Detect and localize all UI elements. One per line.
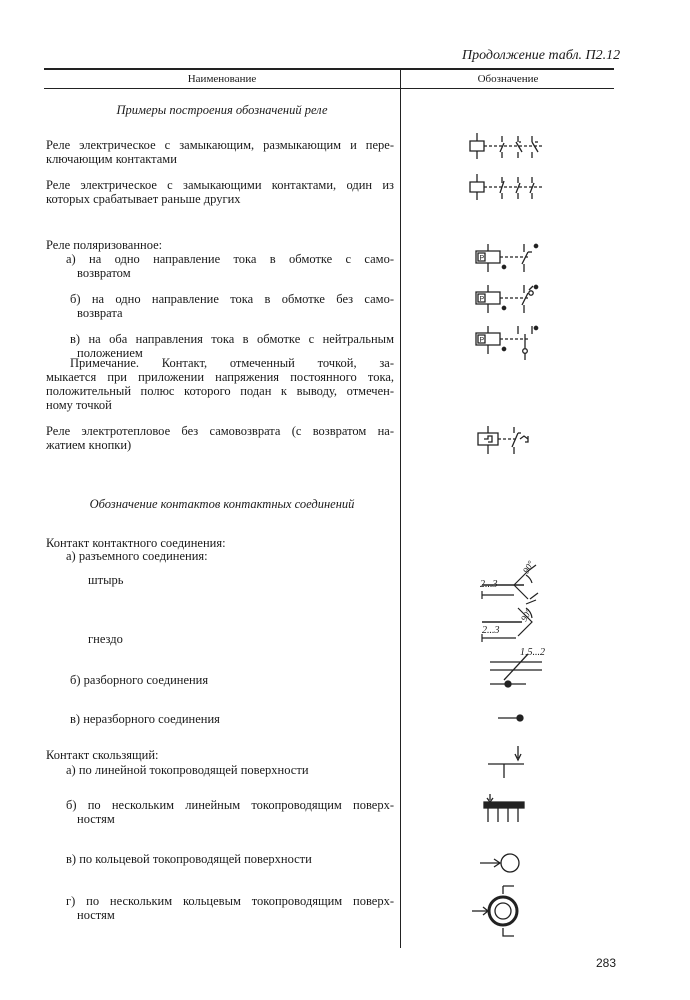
note-line4: ному точкой bbox=[46, 398, 112, 412]
relay-2-line1: Реле электрическое с замыкающими контактами, один из bbox=[46, 178, 394, 192]
socket-length-label: 2...3 bbox=[482, 625, 500, 636]
note-line3: положительный полюс которого подан к выводу, отмечен- bbox=[46, 384, 394, 398]
relay-mixed-contacts-symbol bbox=[466, 130, 546, 164]
polarized-a-line1: а) на одно направление тока в обмотке с само- bbox=[66, 252, 394, 266]
svg-text:P: P bbox=[479, 337, 485, 344]
thermal-relay-symbol bbox=[474, 424, 544, 456]
contact-socket: гнездо bbox=[88, 632, 123, 646]
sliding-c: в) по кольцевой токопроводящей поверхности bbox=[66, 852, 312, 866]
header-symbol-col: Обозначение bbox=[477, 73, 539, 85]
permanent-contact-symbol bbox=[496, 712, 526, 724]
section-title-contacts: Обозначение контактов контактных соединений bbox=[89, 497, 355, 511]
polarized-relay-b-symbol bbox=[470, 281, 550, 317]
polarized-relay-c-symbol bbox=[470, 322, 550, 362]
sliding-ring-symbol bbox=[478, 848, 528, 878]
sliding-a: а) по линейной токопроводящей поверхности bbox=[66, 763, 309, 777]
polarized-a-line2: возвратом bbox=[77, 266, 131, 280]
header-rule bbox=[44, 88, 614, 89]
bolted-contact-symbol bbox=[486, 650, 546, 695]
section-title-relays: Примеры построения обозначений реле bbox=[116, 103, 328, 117]
polarized-title: Реле поляризованное: bbox=[46, 238, 163, 252]
contact-pin: штырь bbox=[88, 573, 124, 587]
pin-length-label: 2...3 bbox=[480, 579, 498, 590]
polarized-b-line2: возврата bbox=[77, 306, 123, 320]
header-name-col: Наименование bbox=[187, 73, 257, 85]
relay-1-line1: Реле электрическое с замыкающим, размыкающим и пере- bbox=[46, 138, 394, 152]
table-top-rule bbox=[44, 68, 614, 70]
svg-text:P: P bbox=[479, 255, 485, 262]
sliding-linear-symbol bbox=[484, 744, 534, 780]
contact-b: б) разборного соединения bbox=[70, 673, 209, 687]
thermal-line1: Реле электротепловое без самовозврата (с возвратом на- bbox=[46, 424, 394, 438]
sliding-d-line2: ностям bbox=[77, 908, 115, 922]
note-line2: мыкается при приложении напряжения постоянного тока, bbox=[46, 370, 394, 384]
sliding-multi-ring-symbol bbox=[470, 882, 530, 940]
sliding-d-line1: г) по нескольким кольцевым токопроводящим поверх- bbox=[66, 894, 394, 908]
contact-a: а) разъемного соединения: bbox=[66, 549, 208, 563]
contact-c: в) неразборного соединения bbox=[70, 712, 220, 726]
page-number: 283 bbox=[596, 956, 617, 970]
polarized-b-line1: б) на одно направление тока в обмотке без само- bbox=[70, 292, 394, 306]
bolt-dimension-label: 1,5...2 bbox=[520, 647, 545, 658]
socket-angle-label: 90° bbox=[518, 607, 534, 623]
relay-early-contact-symbol bbox=[466, 171, 546, 205]
contact-title: Контакт контактного соединения: bbox=[46, 536, 226, 550]
column-divider bbox=[400, 68, 401, 948]
pin-angle-label: 90° bbox=[520, 559, 536, 575]
thermal-line2: жатием кнопки) bbox=[46, 438, 132, 452]
sliding-b-line2: ностям bbox=[77, 812, 115, 826]
sliding-title: Контакт скользящий: bbox=[46, 748, 159, 762]
polarized-c-line1: в) на оба направления тока в обмотке с нейтральным bbox=[70, 332, 394, 346]
relay-1-line2: ключающим контактами bbox=[46, 152, 177, 166]
note-line1: Примечание. Контакт, отмеченный точкой, за- bbox=[70, 356, 394, 370]
relay-2-line2: которых срабатывает раньше других bbox=[46, 192, 241, 206]
sliding-multi-linear-symbol bbox=[480, 790, 530, 826]
continuation-caption: Продолжение табл. П2.12 bbox=[462, 48, 621, 63]
sliding-b-line1: б) по нескольким линейным токопроводящим поверх- bbox=[66, 798, 394, 812]
svg-text:P: P bbox=[479, 296, 485, 303]
polarized-c-line2: положением bbox=[77, 346, 143, 360]
polarized-relay-a-symbol bbox=[470, 240, 550, 276]
